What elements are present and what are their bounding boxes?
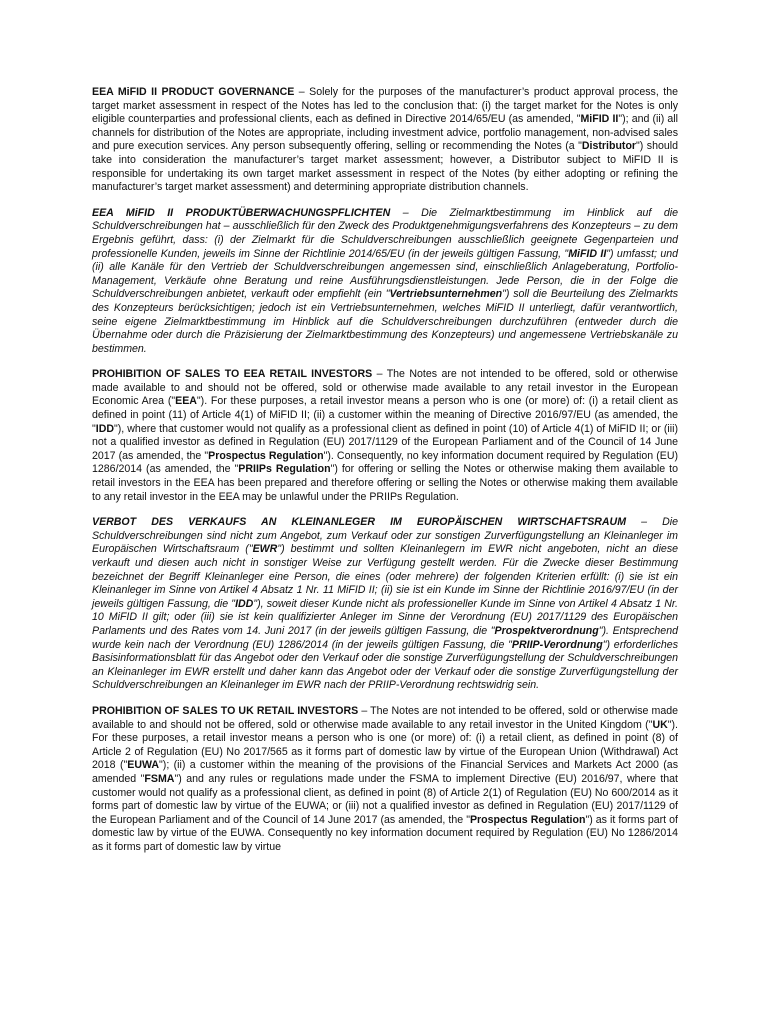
paragraph-heading: PROHIBITION OF SALES TO EEA RETAIL INVESTORS <box>92 368 373 381</box>
paragraph-eea-mifid-produktueberwachung <box>92 207 678 357</box>
paragraph-text: ") bestimmt und sollten Kleinanlegern im EWR nicht angeboten, nicht an diese verkauft und diesen auch nicht in sonstiger Weise zur Verfügung gestellt werden. Für die Zwecke dieser Bestimmung bezeichnet der Begriff Kleinanleger eine Person, die eines (oder mehrere) der folgenden Kriterien erfüllt: (i) sie ist ein Kleinanleger im Sinne von Artikel 4 Absatz 1 Nr. 11 MiFID II; (ii) sie ist ein Kunde im Sinne der Richtlinie 2016/97/EU (in der jeweils gültigen Fassung, die " <box>92 543 679 610</box>
document-page <box>92 86 678 866</box>
paragraph-text: "); and (ii) all channels for distribution of the Notes are appropriate, including investment advice, portfolio management, non-advised sales and pure execution services. Any person subsequently offering, selling or recommending the Notes (a " <box>92 113 678 153</box>
defined-term: Prospectus Regulation <box>469 813 586 826</box>
paragraph-text: "), where that customer would not qualify as a professional client as defined in point (10) of Article 4(1) of MiFID II; or (iii) not a qualified investor as defined in Regulation (EU) 2017/1129 of the European Parliament and of the Council of 14 June 2017 (as amended, the " <box>92 422 678 462</box>
paragraph-heading: EEA MiFID II PRODUCT GOVERNANCE <box>92 86 295 98</box>
paragraph-text: "). For these purposes, a retail investor means a person who is one (or more) of: (i) a retail client as defined in point (11) of Article 4(1) of MiFID II; (ii) a customer within the meaning of Directive 2016/97/EU (as amended, the " <box>92 395 678 435</box>
paragraph-text: – Die Zielmarktbestimmung im Hinblick auf die Schuldverschreibungen hat – ausschließlich für den Zweck des Produktgenehmigungsverfahrens des Konzepteurs – zu dem Ergebnis geführt, dass: (i) der Zielmarkt für die Schuldverschreibungen ausschließlich geeignete Gegenparteien und professionelle Kunden, jeweils im Sinne der Richtlinie 2014/65/EU (in der jeweils gültigen Fassung, " <box>92 206 679 260</box>
defined-term: MiFID II <box>568 247 607 260</box>
defined-term: FSMA <box>144 772 175 785</box>
defined-term: MiFID II <box>580 113 619 126</box>
paragraph-text: – The Notes are not intended to be offered, sold or otherwise made available to and should not be offered, sold or otherwise made available to any retail investor in the European Economic Area (" <box>92 368 678 408</box>
defined-term: Prospektverordnung <box>494 624 599 637</box>
paragraph-heading: VERBOT DES VERKAUFS AN KLEINANLEGER IM EUROPÄISCHEN WIRTSCHAFTSRAUM <box>92 516 627 529</box>
paragraph-text: ") soll die Beurteilung des Zielmarkts des Konzepteurs berücksichtigen; jedoch ist ein Vertriebsunternehmen, welches MiFID II unterliegt, dafür verantwortlich, seine eigene Zielmarktbestimmung im Hinblick auf die Schuldverschreibungen durchzuführen (entweder durch die Übernahme oder durch die Präzisierung der Zielmarktbestimmung des Konzepteurs) und angemessene Vertriebskanäle zu bestimmen. <box>92 288 678 355</box>
defined-term: Vertriebsunternehmen <box>389 288 503 301</box>
paragraph-text: – Die Schuldverschreibungen sind nicht zum Angebot, zum Verkauf oder zur sonstigen Zurverfügungstellung an Kleinanleger im Europäischen Wirtschaftsraum (" <box>92 516 678 556</box>
defined-term: EEA <box>175 395 197 408</box>
paragraph-text: – The Notes are not intended to be offered, sold or otherwise made available to and should not be offered, sold or otherwise made available to any retail investor in the United Kingdom (" <box>92 704 678 731</box>
defined-term: EUWA <box>127 759 160 772</box>
paragraph-text: – Solely for the purposes of the manufacturer’s product approval process, the target market assessment in respect of the Notes has led to the conclusion that: (i) the target market for the Notes is only eligible counterparties and professional clients, each as defined in Directive 2014/65/EU (as amended, " <box>92 86 678 126</box>
defined-term: EWR <box>252 543 278 556</box>
paragraph-text: ") as it forms part of domestic law by virtue of the EUWA. Consequently no key information document required by Regulation (EU) No 1286/2014 as it forms part of domestic law by virtue <box>92 813 678 853</box>
paragraph-text: ") should take into consideration the manufacturer’s target market assessment; however, a Distributor subject to MiFID II is responsible for undertaking its own target market assessment in respect of the Notes (by either adopting or refining the manufacturer’s target market assessment) and determining appropriate distribution channels. <box>92 140 678 194</box>
paragraph-text: "). For these purposes, a retail investor means a person who is one (or more) of: (i) a retail client, as defined in point (8) of Article 2 of Regulation (EU) No 2017/565 as it forms part of domestic law by virtue of the European Union (Withdrawal) Act 2018 (" <box>92 718 678 772</box>
paragraph-text: "). Consequently, no key information document required by Regulation (EU) 1286/2014 (as amended, the " <box>92 449 678 476</box>
defined-term: Prospectus Regulation <box>208 449 324 462</box>
defined-term: UK <box>652 718 668 731</box>
paragraph-text: ") erforderliches Basisinformationsblatt für das Angebot oder den Verkauf oder die sonstige Zurverfügungstellung der Schuldverschreibungen an Kleinanleger im EWR erstellt und daher kann das Angebot oder der Verkauf oder die sonstige Zurverfügungstellung der Schuldverschreibungen an Kleinanleger im EWR nach der PRIIP-Verordnung rechtswidrig sein. <box>92 638 678 692</box>
paragraph-prohibition-eea-retail <box>92 368 678 504</box>
defined-term: IDD <box>235 597 254 610</box>
paragraph-verbot-verkaufs-ewr <box>92 516 678 693</box>
paragraph-heading: PROHIBITION OF SALES TO UK RETAIL INVESTORS <box>92 704 359 717</box>
paragraph-text: ") umfasst; und (ii) alle Kanäle für den Vertrieb der Schuldverschreibungen angemessen sind, einschließlich Anlageberatung, Portfolio-Management, Verkäufe ohne Beratung und reine Ausführungsdienstleistungen. Jede Person, die in der Folge die Schuldverschreibungen anbietet, verkauft oder empfiehlt (ein " <box>92 247 679 301</box>
paragraph-text: "), soweit dieser Kunde nicht als professioneller Kunde im Sinne von Artikel 4 Absatz 1 Nr. 10 MiFID II gilt; oder (iii) sie ist kein qualifizierter Anleger im Sinne der Verordnung (EU) 2017/1129 des Europäischen Parlaments und des Rates vom 14. Juni 2017 (in der jeweils gültigen Fassung, die " <box>92 597 678 637</box>
paragraph-prohibition-uk-retail <box>92 705 678 855</box>
defined-term: PRIIPs Regulation <box>238 463 331 476</box>
defined-term: PRIIP-Verordnung <box>511 638 603 651</box>
paragraph-text: ") for offering or selling the Notes or otherwise making them available to retail investors in the EEA has been prepared and therefore offering or selling the Notes or otherwise making them available to any retail investor in the EEA may be unlawful under the PRIIPs Regulation. <box>92 463 678 503</box>
paragraph-heading: EEA MiFID II PRODUKTÜBERWACHUNGSPFLICHTEN <box>92 206 391 219</box>
paragraph-text: ") and any rules or regulations made under the FSMA to implement Directive (EU) 2016/97, where that customer would not qualify as a professional client, as defined in point (8) of Article 2(1) of Regulation (EU) No 600/2014 as it forms part of domestic law by virtue of the EUWA; or (iii) not a qualified investor as defined in Regulation (EU) 2017/1129 of the European Parliament and of the Council of 14 June 2017 (as amended, the " <box>92 772 678 826</box>
paragraph-eea-mifid-governance <box>92 86 678 195</box>
paragraph-text: "); (ii) a customer within the meaning of the provisions of the Financial Services and Markets Act 2000 (as amended " <box>92 759 678 785</box>
defined-term: IDD <box>95 422 115 435</box>
defined-term: Distributor <box>581 140 637 153</box>
paragraph-text: "). Entsprechend wurde kein nach der Verordnung (EU) 1286/2014 (in der jeweils gültigen Fassung, die " <box>92 624 678 651</box>
